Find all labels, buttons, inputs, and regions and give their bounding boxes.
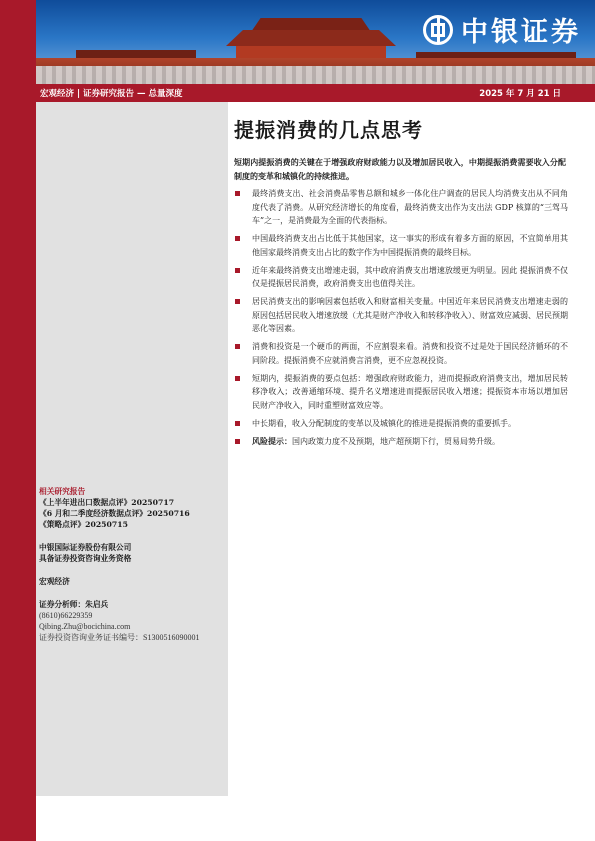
key-point-item [234, 264, 568, 291]
boc-logo-text: 中银证券 [461, 17, 581, 48]
key-point-text: 中国最终消费支出占比低于其他国家，这一事实的形成有着多方面的原因，不宜简单用其他国家最终消费支出占比的数字作为中国提振消费的最终目标。 [252, 234, 568, 257]
report-category: 宏观经济 | 证券研究报告 — 总量深度 [40, 89, 183, 99]
key-point-item [234, 187, 568, 228]
company-qualification: 具备证券投资咨询业务资格 [39, 554, 132, 563]
related-report-link[interactable]: 《6 月和二季度经济数据点评》20250716 [39, 509, 190, 518]
risk-warning-item [234, 435, 568, 449]
palace-stairs [36, 66, 595, 84]
bullet-square-icon [235, 268, 240, 273]
bullet-square-icon [235, 236, 240, 241]
sector-name: 宏观经济 [39, 577, 70, 586]
sidebar-panel [36, 102, 228, 796]
key-point-item [234, 372, 568, 413]
key-point-text: 短期内，提振消费的要点包括：增强政府财政能力，进而提振政府消费支出，增加居民转移净收入；改善通缩环境、提升名义增速进而提振居民收入增速；提振资本市场以增加居民财产净收入，同时重塑财富效应等。 [252, 373, 568, 410]
analyst-email[interactable]: Qibing.Zhu@bocichina.com [39, 622, 131, 631]
key-point-text: 最终消费支出、社会消费品零售总额和城乡一体化住户调查的居民人均消费支出从不同角度代表了消费。从研究经济增长的角度看，最终消费支出作为支出法 GDP 核算的“三驾马车”之一，是消费最为全面的代表指标。 [252, 189, 568, 225]
key-point-item [234, 417, 568, 431]
key-point-text: 居民消费支出的影响因素包括收入和财富相关变量。中国近年来居民消费支出增速走弱的原因包括居民收入增速放缓（尤其是财产净收入和转移净收入）、财富效应减弱、居民预期恶化等因素。 [252, 297, 568, 334]
key-point-item [234, 340, 568, 367]
analyst-phone: (8610)66229359 [39, 611, 93, 620]
bullet-square-icon [235, 439, 240, 444]
risk-warning-label: 风险提示： [252, 436, 292, 447]
key-point-text: 消费和投资是一个硬币的两面，不应割裂来看。消费和投资不过是处于国民经济循环的不同阶段。提振消费不应就消费言消费，更不应忽视投资。 [252, 342, 568, 365]
palace-roof-top [251, 18, 371, 32]
key-points-list [234, 187, 568, 453]
bullet-square-icon [235, 421, 240, 426]
bullet-square-icon [235, 191, 240, 196]
analyst-name: 证券分析师：朱启兵 [39, 600, 109, 609]
palace-roof [226, 30, 396, 46]
company-name: 中银国际证券股份有限公司 [39, 543, 132, 552]
key-point-item [234, 295, 568, 336]
bullet-square-icon [235, 344, 240, 349]
key-point-text: 近年来最终消费支出增速走弱，其中政府消费支出增速放缓更为明显。因此 提振消费不仅仅是提振居民消费，政府消费支出也值得关注。 [252, 265, 568, 289]
related-reports-heading: 相关研究报告 [39, 487, 86, 496]
report-date: 2025 年 7 月 21 日 [479, 89, 561, 99]
report-header-bar [36, 84, 595, 102]
header-banner-image [36, 0, 595, 84]
boc-logo-icon [423, 15, 453, 45]
bullet-square-icon [235, 299, 240, 304]
related-report-link[interactable]: 《上半年进出口数据点评》20250717 [39, 498, 175, 507]
report-summary: 短期内提振消费的关键在于增强政府财政能力以及增加居民收入，中期提振消费需要收入分配制度的变革和城镇化的持续推进。 [234, 157, 566, 181]
related-report-link[interactable]: 《策略点评》20250715 [39, 520, 128, 529]
sidebar-info [39, 486, 225, 643]
analyst-certificate: 证券投资咨询业务证书编号：S1300516090001 [39, 633, 200, 642]
key-point-item [234, 232, 568, 259]
risk-warning-text: 国内政策力度不及预期，地产超预期下行，贸易局势升级。 [292, 437, 500, 447]
bullet-square-icon [235, 376, 240, 381]
report-title: 提振消费的几点思考 [234, 118, 423, 142]
boc-logo [423, 10, 581, 49]
key-point-text: 中长期看，收入分配制度的变革以及城镇化的推进是提振消费的重要抓手。 [252, 419, 516, 429]
left-red-stripe [0, 0, 36, 841]
